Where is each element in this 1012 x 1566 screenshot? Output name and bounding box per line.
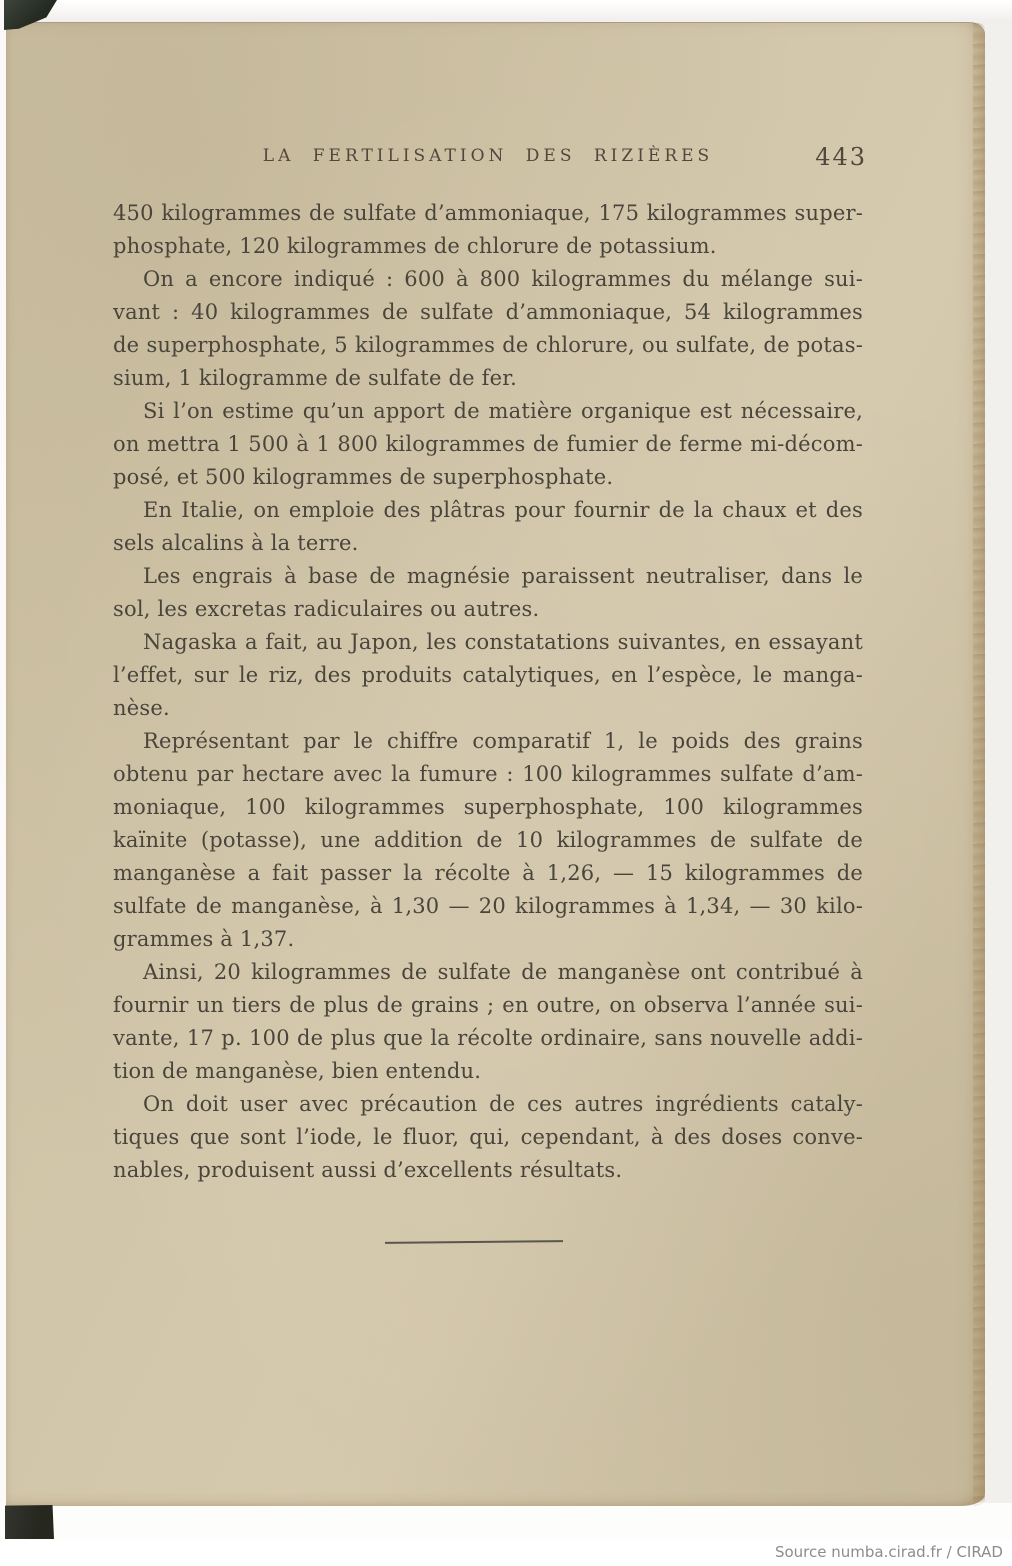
text-line: nables, produisent aussi d’excellents résultats. <box>113 1158 623 1182</box>
text-line: vant : 40 kilogrammes de sulfate d’ammoniaque, 54 kilogrammes <box>113 300 863 324</box>
source-attribution-bar <box>0 1540 1012 1566</box>
text-line: grammes à 1,37. <box>113 927 295 951</box>
text-line: nèse. <box>113 696 170 720</box>
source-attribution-text: Source numba.cirad.fr / CIRAD <box>774 1543 1003 1561</box>
divider-wrap <box>113 1241 863 1243</box>
text-line: Représentant par le chiffre comparatif 1, le poids des grains <box>143 729 863 753</box>
paragraph <box>113 956 863 1088</box>
paragraph <box>113 395 863 494</box>
text-line: sol, les excretas radiculaires ou autres. <box>113 597 540 621</box>
text-line: fournir un tiers de plus de grains ; en outre, on observa l’année sui- <box>113 993 863 1017</box>
text-line: moniaque, 100 kilogrammes superphosphate, 100 kilogrammes <box>113 795 863 819</box>
page-number: 443 <box>815 143 867 171</box>
text-line: l’effet, sur le riz, des produits catalytiques, en l’espèce, le manga- <box>113 663 863 687</box>
paragraph <box>113 1088 863 1187</box>
text-line: kaïnite (potasse), une addition de 10 kilogrammes de sulfate de <box>113 828 863 852</box>
text-line: Nagaska a fait, au Japon, les constatations suivantes, en essayant <box>143 630 863 654</box>
text-line: 450 kilogrammes de sulfate d’ammoniaque, 175 kilogrammes super- <box>113 201 863 225</box>
page-body <box>113 197 863 1187</box>
binding-corner-bottom-left <box>5 1505 54 1539</box>
text-line: tiques que sont l’iode, le fluor, qui, cependant, à des doses conve- <box>113 1125 863 1149</box>
running-header <box>113 143 867 174</box>
text-line: posé, et 500 kilogrammes de superphosphate. <box>113 465 614 489</box>
text-line: En Italie, on emploie des plâtras pour fournir de la chaux et des <box>143 498 863 522</box>
scan-background-top <box>0 0 1012 23</box>
text-line: Ainsi, 20 kilogrammes de sulfate de manganèse ont contribué à <box>143 960 863 984</box>
text-line: de superphosphate, 5 kilogrammes de chlorure, ou sulfate, de potas- <box>113 333 863 357</box>
paragraph <box>113 494 863 560</box>
paragraph <box>113 626 863 725</box>
text-line: phosphate, 120 kilogrammes de chlorure de potassium. <box>113 234 717 258</box>
paragraph <box>113 725 863 956</box>
text-line: obtenu par hectare avec la fumure : 100 kilogrammes sulfate d’am- <box>113 762 863 786</box>
section-divider <box>385 1240 563 1244</box>
running-title: LA FERTILISATION DES RIZIÈRES <box>262 146 714 166</box>
text-line: sels alcalins à la terre. <box>113 531 359 555</box>
paragraph <box>113 560 863 626</box>
text-line: sulfate de manganèse, à 1,30 — 20 kilogrammes à 1,34, — 30 kilo- <box>113 894 863 918</box>
book-page <box>6 22 985 1506</box>
text-line: vante, 17 p. 100 de plus que la récolte ordinaire, sans nouvelle addi- <box>113 1026 863 1050</box>
text-line: Si l’on estime qu’un apport de matière organique est nécessaire, <box>143 399 863 423</box>
text-line: sium, 1 kilogramme de sulfate de fer. <box>113 366 518 390</box>
paragraph <box>113 263 863 395</box>
paragraph <box>113 197 863 263</box>
text-line: tion de manganèse, bien entendu. <box>113 1059 482 1083</box>
text-line: manganèse a fait passer la récolte à 1,26, — 15 kilogrammes de <box>113 861 863 885</box>
text-line: On doit user avec précaution de ces autres ingrédients cataly- <box>143 1092 863 1116</box>
text-line: On a encore indiqué : 600 à 800 kilogrammes du mélange sui- <box>143 267 863 291</box>
text-line: on mettra 1 500 à 1 800 kilogrammes de fumier de ferme mi-décom- <box>113 432 863 456</box>
text-line: Les engrais à base de magnésie paraissent neutraliser, dans le <box>143 564 863 588</box>
